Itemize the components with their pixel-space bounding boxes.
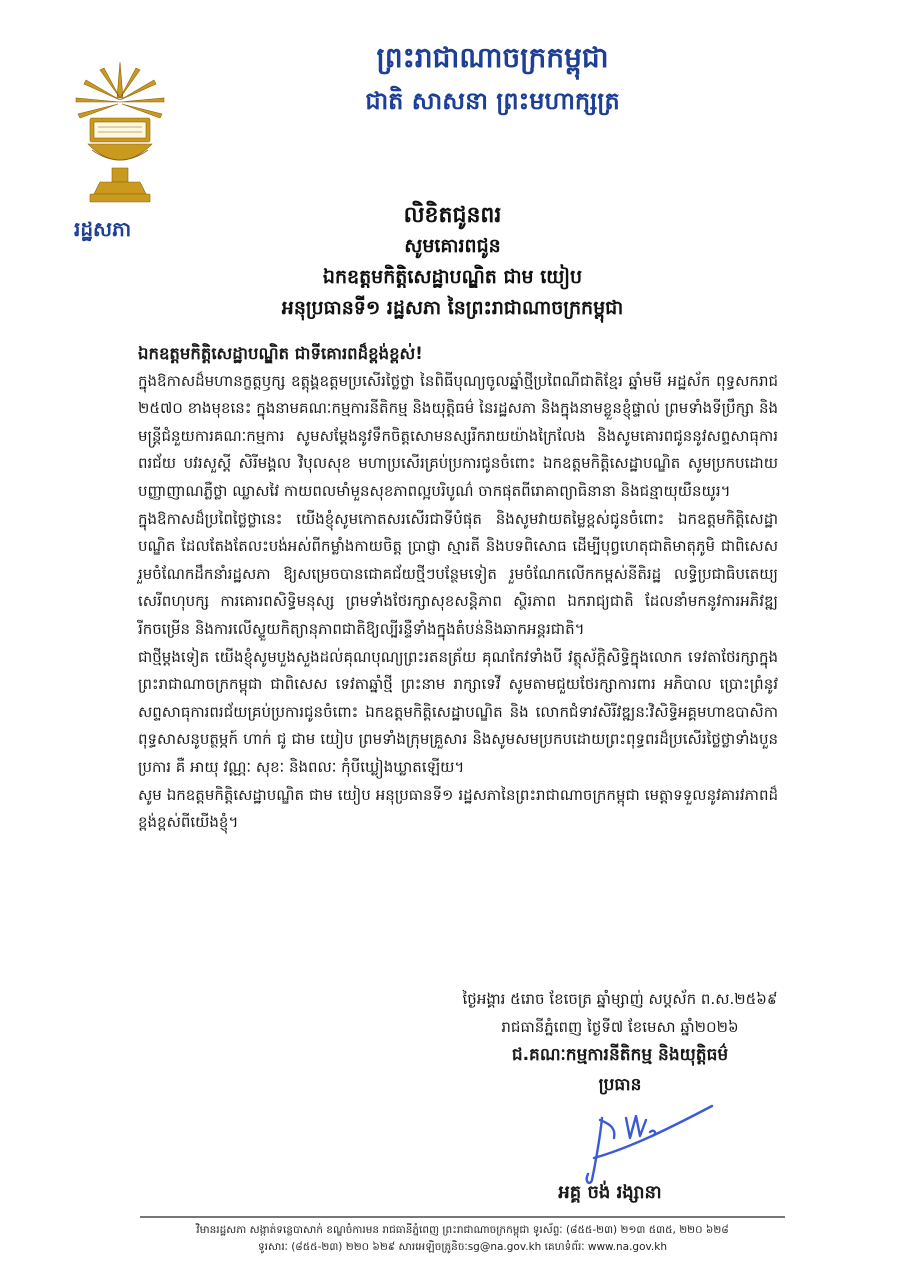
paragraph-3: ជាថ្មីម្តងទៀត យើងខ្ញុំសូមបួងសួងដល់គុណបុណ្យព្រះរតនត្រ័យ គុណកែវទាំងបី វត្ថុស័ក្តិសិទ្ធិក្នុងលោក ទេវតាថែរក្សាក្នុងព្រះរាជាណាចក្រកម្ពុជា ជាពិសេស ទេវតាឆ្នាំថ្មី ព្រះនាម រាក្សាទេវី សូមតាមជួយថែរក្សាការពារ អភិបាល ប្រោះព្រំនូវសព្ទសាធុការពរជ័យគ្រប់ប្រការជូនចំពោះ ឯកឧត្តមកិត្តិសេដ្ឋាបណ្ឌិត និង លោកជំទាវសិរីវឌ្ឍនៈវិសិទ្ធិអគ្គមហាឧបាសិកាពុទ្ធសាសនូបត្ថម្ភក៍ ហាក់ ជូ ជាម យៀប ព្រមទាំងក្រុមគ្រួសារ និងសូមសមប្រកបដោយព្រះពុទ្ធពរដ៏ប្រសើរថ្លៃថ្លាទាំងបួនប្រការ គឺ អាយុ វណ្ណៈ សុខៈ និងពលៈ កុំបីឃ្លៀងឃ្លាតឡើយ។ [138, 647, 778, 776]
paragraph-4: សូម ឯកឧត្តមកិត្តិសេដ្ឋាបណ្ឌិត ជាម យៀប អនុប្រធានទី១ រដ្ឋសភានៃព្រះរាជាណាចក្រកម្ពុជា មេត្តាទទួលនូវគារវភាពដ៏ខ្ពង់ខ្ពស់ពីយើងខ្ញុំ។ [138, 785, 778, 832]
national-motto: ជាតិ សាសនា ព្រះមហាក្សត្រ [365, 87, 620, 115]
handwritten-signature-icon [570, 1098, 720, 1188]
letter-body [138, 340, 778, 837]
paragraph-2: ក្នុងឱកាសដ៏ប្រពៃថ្លៃថ្លានេះ យើងខ្ញុំសូមកោតសរសើរជាទីបំផុត និងសូមវាយតម្លៃខ្ពស់ជូនចំពោះ ឯកឧត្តមកិត្តិសេដ្ឋាបណ្ឌិត ដែលតែងតែលះបង់អស់ពីកម្លាំងកាយចិត្ត ប្រាជ្ញា ស្មារតី និងបទពិសោធ ដើម្បីបុព្វហេតុជាតិមាតុភូមិ ជាពិសេសរួមចំណែកដឹកនាំរដ្ឋសភា ឱ្យសម្រេចបានជោគជ័យថ្មីៗបន្ថែមទៀត រួមចំណែកលើកកម្ពស់នីតិរដ្ឋ លទ្ធិប្រជាធិបតេយ្យ សេរីពហុបក្ស ការគោរពសិទ្ធិមនុស្ស ព្រមទាំងថែរក្សាសុខសន្តិភាព ស្ថិរភាព ឯករាជ្យជាតិ ដែលនាំមកនូវការអភិវឌ្ឍរីកចម្រើន និងការលើស្ទួយកិត្យានុភាពជាតិឱ្យល្បីរន្ទឺទាំងក្នុងតំបន់និងឆាកអន្តរជាតិ។ [138, 509, 778, 638]
footer-address: វិមានរដ្ឋសភា សង្កាត់ទន្លេបាសាក់ ខណ្ឌចំការមន រាជធានីភ្នំពេញ ព្រះរាជាណាចក្រកម្ពុជា ទូរស័ព្ទៈ (៨៥៥-២៣) ២១៣ ៥៣៥, ២២០ ៦២៨ [196, 1224, 729, 1236]
addressing-line: សូមគោរពជូន [404, 235, 501, 257]
signer-name: អគ្គ ចង់ រ​ង្សានា [558, 1182, 662, 1203]
lunar-date: ថ្ងៃអង្គារ ៥រោច ខែចេត្រ ឆ្នាំម្សាញ់ សប្តស័ក ព.ស.២៥៦៩ [462, 990, 778, 1008]
recipient-position: អនុប្រធានទី១ រដ្ឋសភា នៃព្រះរាជាណាចក្រកម្ពុជា [281, 297, 624, 319]
recipient-name: ឯកឧត្តមកិត្តិសេដ្ឋាបណ្ឌិត ជាម យៀប [322, 266, 583, 288]
kingdom-heading: ព្រះរាជាណាចក្រកម្ពុជា [376, 41, 609, 74]
letter-title: លិខិតជូនពរ [403, 203, 502, 228]
footer-divider [140, 1216, 785, 1218]
emblem-label: រដ្ឋសភា [74, 217, 132, 241]
committee-name: ជ.គណៈកម្មការនីតិកម្ម និងយុត្តិធម៌ [511, 1045, 729, 1065]
salutation: ឯកឧត្តមកិត្តិសេដ្ឋាបណ្ឌិត ជាទីគោរពដ៏ខ្ពង់ខ្ពស់! [138, 344, 423, 363]
footer-contact [140, 1222, 785, 1256]
signer-role: ប្រធាន [598, 1075, 642, 1095]
closing-block [420, 985, 820, 1099]
footer-contacts: ទូរសារៈ (៨៥៥-២៣) ២២០ ៦២៩ សារអេឡិចត្រូនិចៈsg@na.gov.kh គេហទំព័រៈ www.na.gov.kh [258, 1241, 667, 1253]
paragraph-1: ក្នុងឱកាសដ៏មហានក្ខត្តឫក្ស ឧត្តុង្គឧត្តមប្រសើរថ្លៃថ្លា នៃពិធីបុណ្យចូលឆ្នាំថ្មីប្រពៃណីជាតិខ្មែរ ឆ្នាំមមី អដ្ឋស័ក ពុទ្ធសករាជ ២៥៧០ ខាងមុខនេះ ក្នុងនាមគណៈកម្មការនីតិកម្ម និងយុត្តិធម៌ នៃរដ្ឋសភា និងក្នុងនាមខ្លួនខ្ញុំផ្ទាល់ ព្រមទាំងទីប្រឹក្សា និងមន្ត្រីជំនួយការគណៈកម្មការ សូមសម្តែងនូវទឹកចិត្តសោមនស្សរីករាយយ៉ាងក្រៃលែង និងសូមគោរពជូននូវសព្ទសាធុការពរជ័យ បវរសួស្តី សិរីមង្គល វិបុលសុខ មហាប្រសើរគ្រប់ប្រការជូនចំពោះ ឯកឧត្តមកិត្តិសេដ្ឋាបណ្ឌិត សូមប្រកបដោយបញ្ញាញាណភ្លឺថ្លា ឈ្លាសវៃ កាយពលមាំមួនសុខភាពល្អបរិបូណ៌ ចាកផុតពីរោគាព្យាធិនានា និងជន្មាយុយឺនយូរ។ [138, 371, 778, 500]
title-block [0, 200, 905, 324]
solar-date: រាជធានីភ្នំពេញ ថ្ងៃទី៧ ខែមេសា ឆ្នាំ២០២៦ [501, 1018, 739, 1036]
